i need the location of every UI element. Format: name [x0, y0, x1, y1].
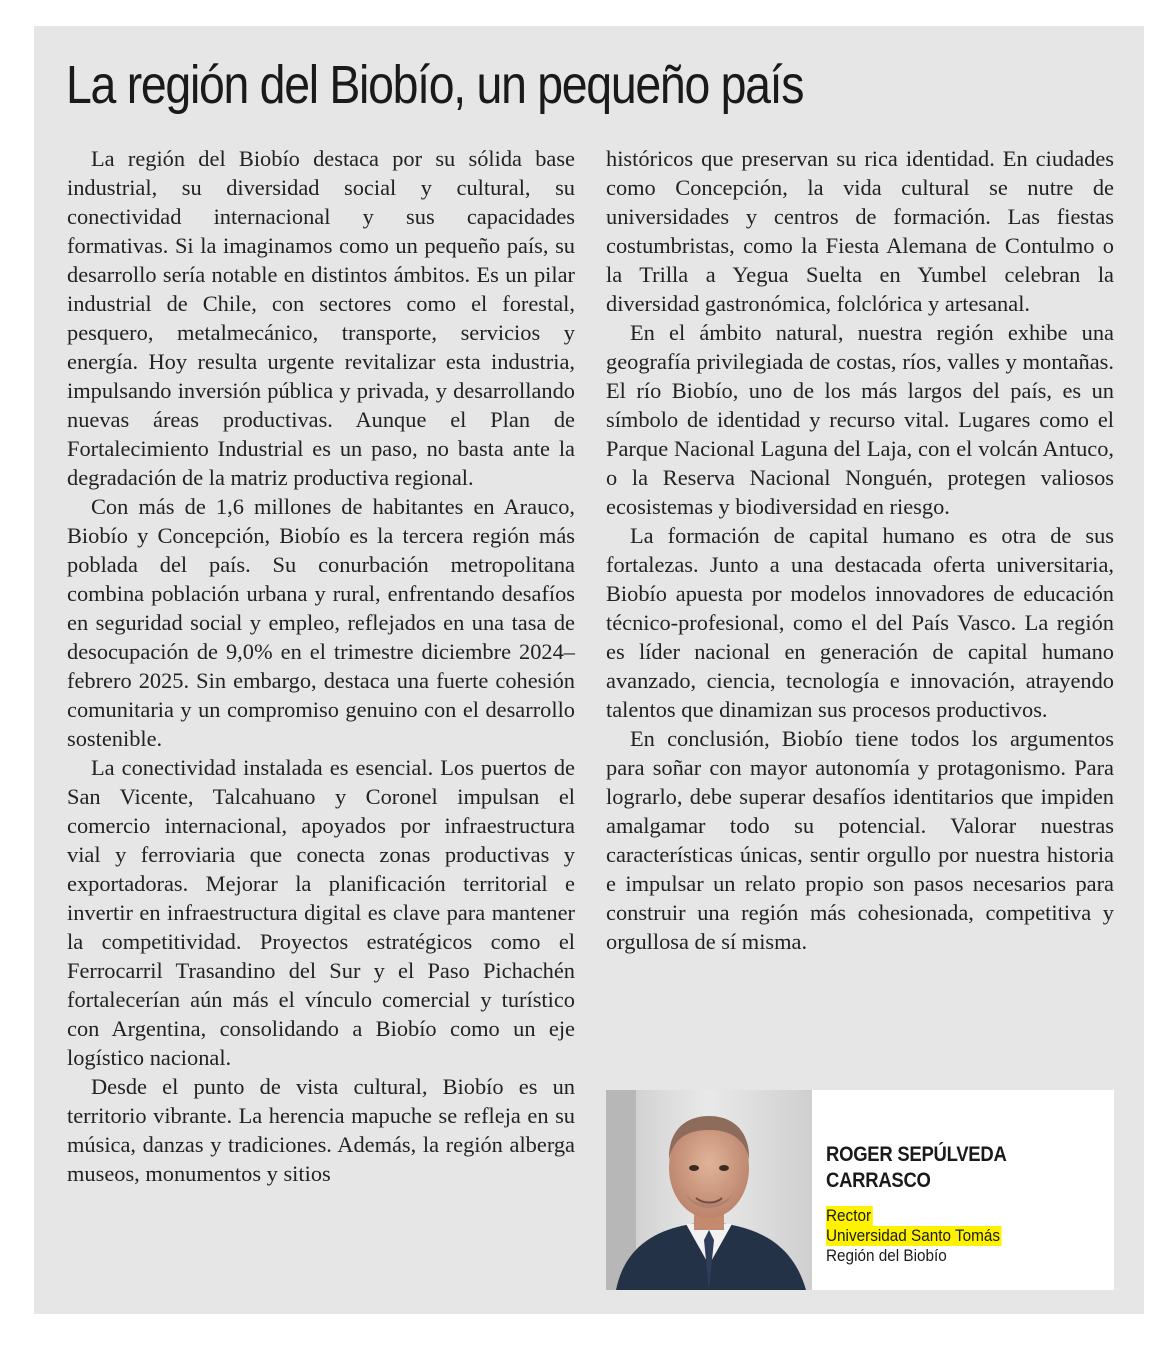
- author-info: [826, 1142, 1106, 1266]
- author-region: Región del Biobío: [826, 1246, 947, 1265]
- paragraph-connectivity: La conectividad instalada es esencial. Los puertos de San Vicente, Talcahuano y Coronel impulsan el comercio internacional, apoyados por infraestructura vial y ferroviaria que conecta zonas productivas y exportadoras. Mejorar la planificación territorial e invertir en infraestructura digital es clave para mantener la competitividad. Proyectos estratégicos como el Ferrocarril Trasandino del Sur y el Paso Pichachén fortalecerían aún más el vínculo comercial y turístico con Argentina, consolidando a Biobío como un eje logístico nacional.: [67, 755, 575, 1070]
- paragraph-human-capital: La formación de capital humano es otra de sus fortalezas. Junto a una destacada oferta universitaria, Biobío apuesta por modelos innovadores de educación técnico-profesional, como el del País Vasco. La región es líder nacional en generación de capital humano avanzado, ciencia, tecnología e innovación, atrayendo talentos que dinamizan sus procesos productivos.: [606, 523, 1114, 722]
- author-name-line2: CARRASCO: [826, 1169, 931, 1192]
- article-headline: La región del Biobío, un pequeño país: [66, 55, 804, 115]
- article-column-left: [67, 144, 575, 1188]
- author-name-line1: ROGER SEPÚLVEDA: [826, 1143, 1007, 1166]
- author-box: [606, 1090, 1114, 1290]
- paragraph-nature: En el ámbito natural, nuestra región exhibe una geografía privilegiada de costas, ríos, valles y montañas. El río Biobío, uno de los más largos del país, es un símbolo de identidad y recurso vital. Lugares como el Parque Nacional Laguna del Laja, con el volcán Antuco, o la Reserva Nacional Nonguén, protegen valiosos ecosistemas y biodiversidad en riesgo.: [606, 320, 1114, 519]
- paragraph-culture: Desde el punto de vista cultural, Biobío es un territorio vibrante. La herencia mapuche se refleja en su música, danzas y tradiciones. Además, la región alberga museos, monumentos y sitios: [67, 1074, 575, 1186]
- author-photo: [606, 1090, 812, 1290]
- paragraph-population: Con más de 1,6 millones de habitantes en Arauco, Biobío y Concepción, Biobío es la tercera región más poblada del país. Su conurbación metropolitana combina población urbana y rural, enfrentando desafíos en seguridad social y empleo, reflejados en una tasa de desocupación de 9,0% en el trimestre diciembre 2024–febrero 2025. Sin embargo, destaca una fuerte cohesión comunitaria y un compromiso genuino con el desarrollo sostenible.: [67, 494, 575, 751]
- paragraph-conclusion: En conclusión, Biobío tiene todos los argumentos para soñar con mayor autonomía y protagonismo. Para lograrlo, debe superar desafíos identitarios que impiden amalgamar todo su potencial. Valorar nuestras características únicas, sentir orgullo por nuestra historia e impulsar un relato propio son pasos necesarios para construir una región más cohesionada, competitiva y orgullosa de sí misma.: [606, 726, 1114, 954]
- paragraph-culture-continued: históricos que preservan su rica identidad. En ciudades como Concepción, la vida cultural se nutre de universidades y centros de formación. Las fiestas costumbristas, como la Fiesta Alemana de Contulmo o la Trilla a Yegua Suelta en Yumbel celebran la diversidad gastronómica, folclórica y artesanal.: [606, 146, 1114, 316]
- author-role: Rector: [826, 1206, 872, 1225]
- author-name: [826, 1142, 1072, 1194]
- author-institution: Universidad Santo Tomás: [826, 1226, 1001, 1245]
- article-column-right: [606, 144, 1114, 956]
- paragraph-industry: La región del Biobío destaca por su sólida base industrial, su diversidad social y cultural, su conectividad internacional y sus capacidades formativas. Si la imaginamos como un pequeño país, su desarrollo sería notable en distintos ámbitos. Es un pilar industrial de Chile, con sectores como el forestal, pesquero, metalmecánico, transporte, servicios y energía. Hoy resulta urgente revitalizar esta industria, impulsando inversión pública y privada, y desarrollando nuevas áreas productivas. Aunque el Plan de Fortalecimiento Industrial es un paso, no basta ante la degradación de la matriz productiva regional.: [67, 146, 575, 490]
- author-roles: [826, 1206, 1106, 1266]
